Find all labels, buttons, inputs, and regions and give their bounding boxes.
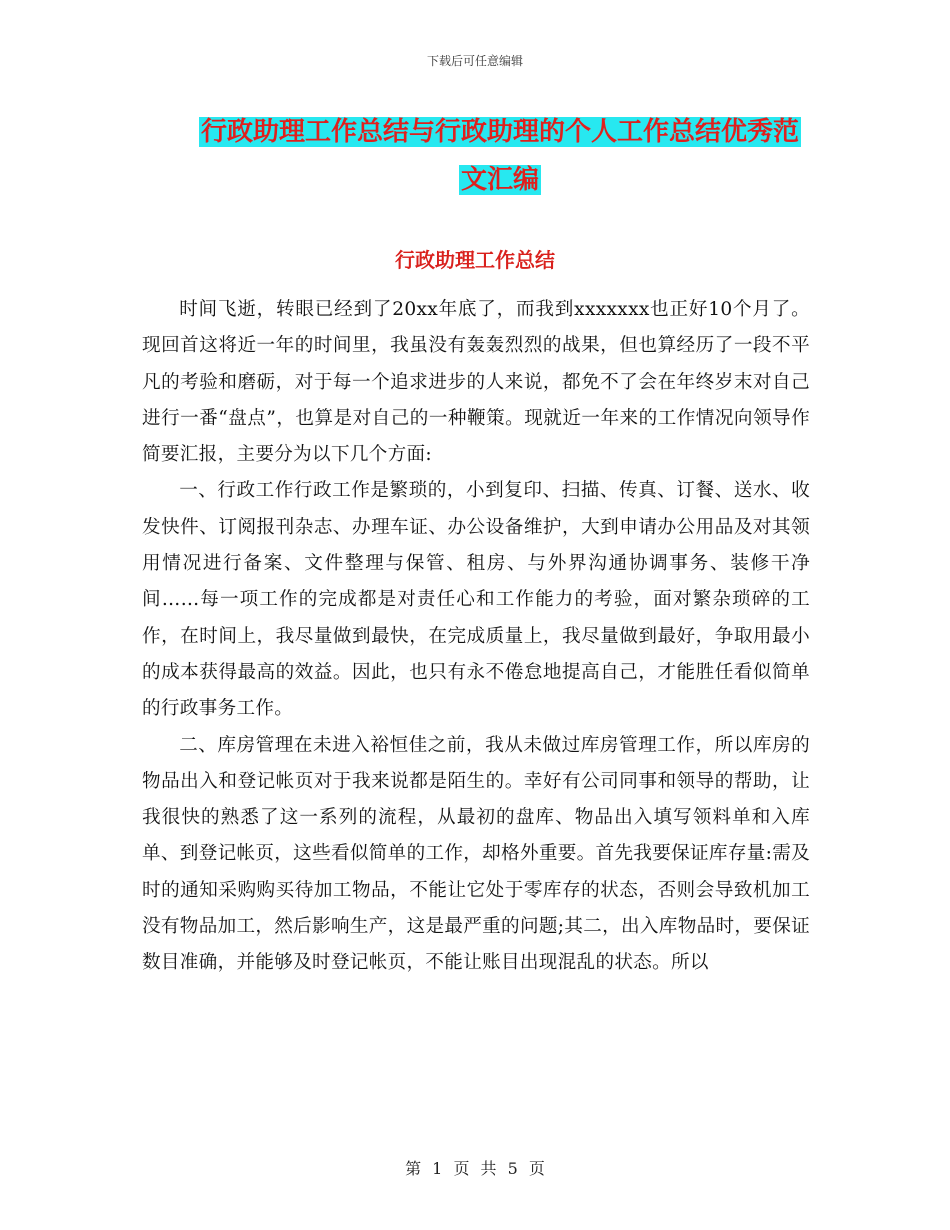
title-line-1: 行政助理工作总结与行政助理的个人工作总结优秀范 [200, 117, 799, 147]
body-text [142, 292, 810, 982]
header-note: 下载后可任意编辑 [426, 54, 523, 68]
paragraph-admin-work: 一、行政工作行政工作是繁琐的，小到复印、扫描、传真、订餐、送水、收发快件、订阅报刊杂志、办理车证、办公设备维护，大到申请办公用品及对其领用情况进行备案、文件整理与保管、租房、与外界沟通协调事务、装修干净间……每一项工作的完成都是对责任心和工作能力的考验，面对繁杂琐碎的工作，在时间上，我尽量做到最快，在完成质量上，我尽量做到最好，争取用最小的成本获得最高的效益。因此，也只有永不倦怠地提高自己，才能胜任看似简单的行政事务工作。 [142, 480, 810, 720]
page-number: 第 1 页 共 5 页 [405, 1159, 545, 1178]
paragraph-intro: 时间飞逝，转眼已经到了20xx年底了，而我到xxxxxxx也正好10个月了。现回首这将近一年的时间里，我虽没有轰轰烈烈的战果，但也算经历了一段不平凡的考验和磨砺，对于每一个追求进步的人来说，都免不了会在年终岁末对自己进行一番“盘点”，也算是对自己的一种鞭策。现就近一年来的工作情况向领导作简要汇报，主要分为以下几个方面: [142, 299, 810, 466]
title-line-2: 文汇编 [460, 165, 539, 195]
paragraph-warehouse: 二、库房管理在未进入裕恒佳之前，我从未做过库房管理工作，所以库房的物品出入和登记帐页对于我来说都是陌生的。幸好有公司同事和领导的帮助，让我很快的熟悉了这一系列的流程，从最初的盘库、物品出入填写领料单和入库单、到登记帐页，这些看似简单的工作，却格外重要。首先我要保证库存量:需及时的通知采购购买待加工物品，不能让它处于零库存的状态，否则会导致机加工没有物品加工，然后影响生产，这是最严重的问题;其二，出入库物品时，要保证数目准确，并能够及时登记帐页，不能让账目出现混乱的状态。所以 [142, 734, 810, 974]
document-title [140, 108, 860, 204]
section-heading: 行政助理工作总结 [395, 248, 555, 272]
